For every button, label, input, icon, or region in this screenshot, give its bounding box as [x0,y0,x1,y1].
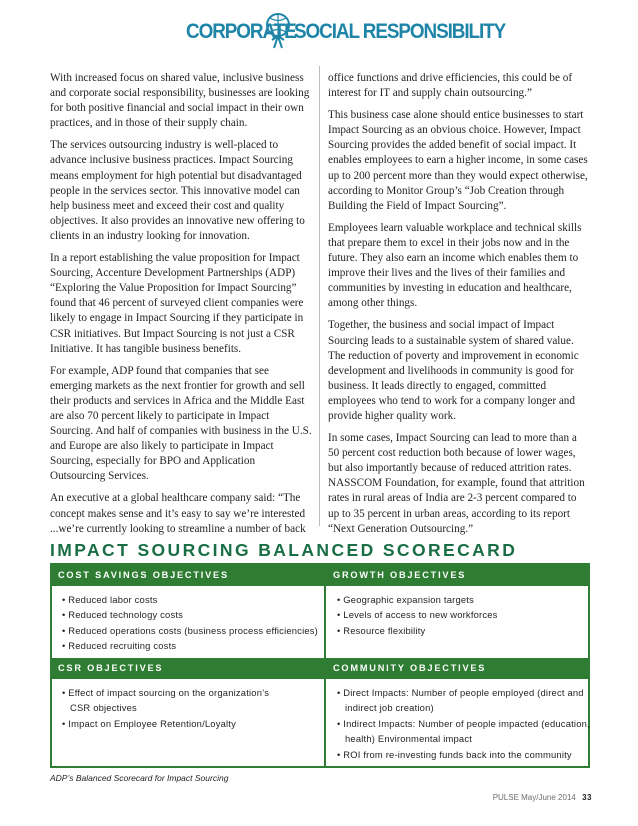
list-item: • Resource flexibility [337,624,426,636]
article-paragraph: In a report establishing the value proposition for Impact Sourcing, Accenture Development Partnerships (ADP) “Exploring the Value Proposition for Impact Sourcing” found that 46 percent of surveyed client companies were likely to engage in Impact Sourcing if they participate in CSR initiatives. But Impact Sourcing is not just a CSR Initiative. It has tangible business benefits. [50,252,304,355]
growth-header: GROWTH OBJECTIVES [333,570,467,580]
article-paragraph: In some cases, Impact Sourcing can lead to more than a 50 percent cost reduction both because of lower wages, but also importantly because of reduced attrition rates. NASSCOM Foundation, for example, found that attrition rates in rural areas of India are 2-3 percent compared to up to 35 percent in urban areas, according to its report “Next Generation Outsourcing.” [328,432,585,535]
article-paragraph: The services outsourcing industry is well-placed to advance inclusive business practices. Impact Sourcing means employment for high potential but disadvantaged people in the services sector. This innovative model can help business meet and exceed their cost and quality objectives. It also provides an innovative new offering to clients in an industry looking for innovation. [50,139,305,242]
csr-cell [62,685,269,731]
community-cell [337,685,590,762]
masthead [0,12,638,52]
scorecard-header-row [52,658,588,679]
article-paragraph: An executive at a global healthcare company said: “The concept makes sense and it’s easy to say we’re interested ...we’re currently looking to streamline a number of back [50,492,306,535]
cell-divider [324,679,326,766]
article-right-column [328,71,590,544]
masthead-title-right: SOCIAL RESPONSIBILITY [294,20,506,43]
column-divider [319,66,320,526]
masthead-title-left: CORPORATE [186,20,296,43]
list-item: • ROI from re-investing funds back into the community [337,748,572,760]
list-item: • Geographic expansion targets [337,594,474,605]
list-item: • Reduced operations costs (business process efficiencies) [62,624,318,636]
list-item: • Reduced labor costs [62,594,158,605]
growth-cell [337,592,498,638]
article-paragraph: Together, the business and social impact of Impact Sourcing leads to a sustainable system of shared value. The reduction of poverty and improvement in economic development and livelihoods in community is good for business. It leads directly to engaged, committed employees who tend to work for a company longer and provide higher quality work. [328,319,579,422]
cell-divider [324,586,326,658]
list-item: • Effect of impact sourcing on the organization’s [62,687,270,698]
article-paragraph: office functions and drive efficiencies, this could be of interest for IT and supply chain outsourcing.” [328,72,573,100]
article-paragraph: Employees learn valuable workplace and technical skills that prepare them to excel in their jobs now and in the future. They also earn an income which enables them to improve their lives and the lives of their families and communities by investing in education and healthcare, among other things. [328,221,582,310]
balanced-scorecard-table [50,563,590,768]
list-item: • Indirect Impacts: Number of people impacted (education, [337,717,590,729]
list-item-continuation: indirect job creation) [345,702,434,714]
list-item-continuation: CSR objectives [70,702,137,714]
article-paragraph: For example, ADP found that companies that see emerging markets as the next frontier for growth and sell their products and services in Africa and the Middle East are also 70 percent likely to participate in Impact Sourcing. And half of companies with business in the U.S. and Europe are also likely to participate in Impact Sourcing, especially for BPO and Application Outsourcing Services. [50,364,312,483]
article-left-column [50,71,312,544]
list-item: • Levels of access to new workforces [337,609,498,621]
page-footer [493,793,592,802]
scorecard-header-row [52,565,588,586]
article-paragraph: This business case alone should entice businesses to start Impact Sourcing as an obvious choice. However, Impact Sourcing provides the added benefit of social impact. It enables employees to earn a higher income, in some cases up to 200 percent more than they would expect otherwise, according to Monitor Group’s “Job Creation through Building the Field of Impact Sourcing”. [328,109,588,212]
list-item: • Impact on Employee Retention/Loyalty [62,717,236,729]
csr-header: CSR OBJECTIVES [58,663,164,673]
community-header: COMMUNITY OBJECTIVES [333,663,487,673]
cost-savings-cell [62,592,318,654]
scorecard-title: IMPACT SOURCING BALANCED SCORECARD [50,540,518,560]
list-item: • Reduced technology costs [62,609,184,621]
cost-savings-header: COST SAVINGS OBJECTIVES [58,570,229,580]
atlas-globe-icon [262,12,294,50]
list-item-continuation: health) Environmental impact [345,733,473,745]
article-paragraph: With increased focus on shared value, inclusive business and corporate social responsibility, businesses are looking for both positive financial and social impact in their own practices, and in those of their supply chain. [50,72,310,130]
list-item: • Reduced recruiting costs [62,640,177,652]
scorecard-caption: ADP’s Balanced Scorecard for Impact Sourcing [50,773,229,783]
publication-info: PULSE May/June 2014 [492,793,576,802]
list-item: • Direct Impacts: Number of people employed (direct and [337,687,584,698]
page-number: 33 [582,793,592,802]
